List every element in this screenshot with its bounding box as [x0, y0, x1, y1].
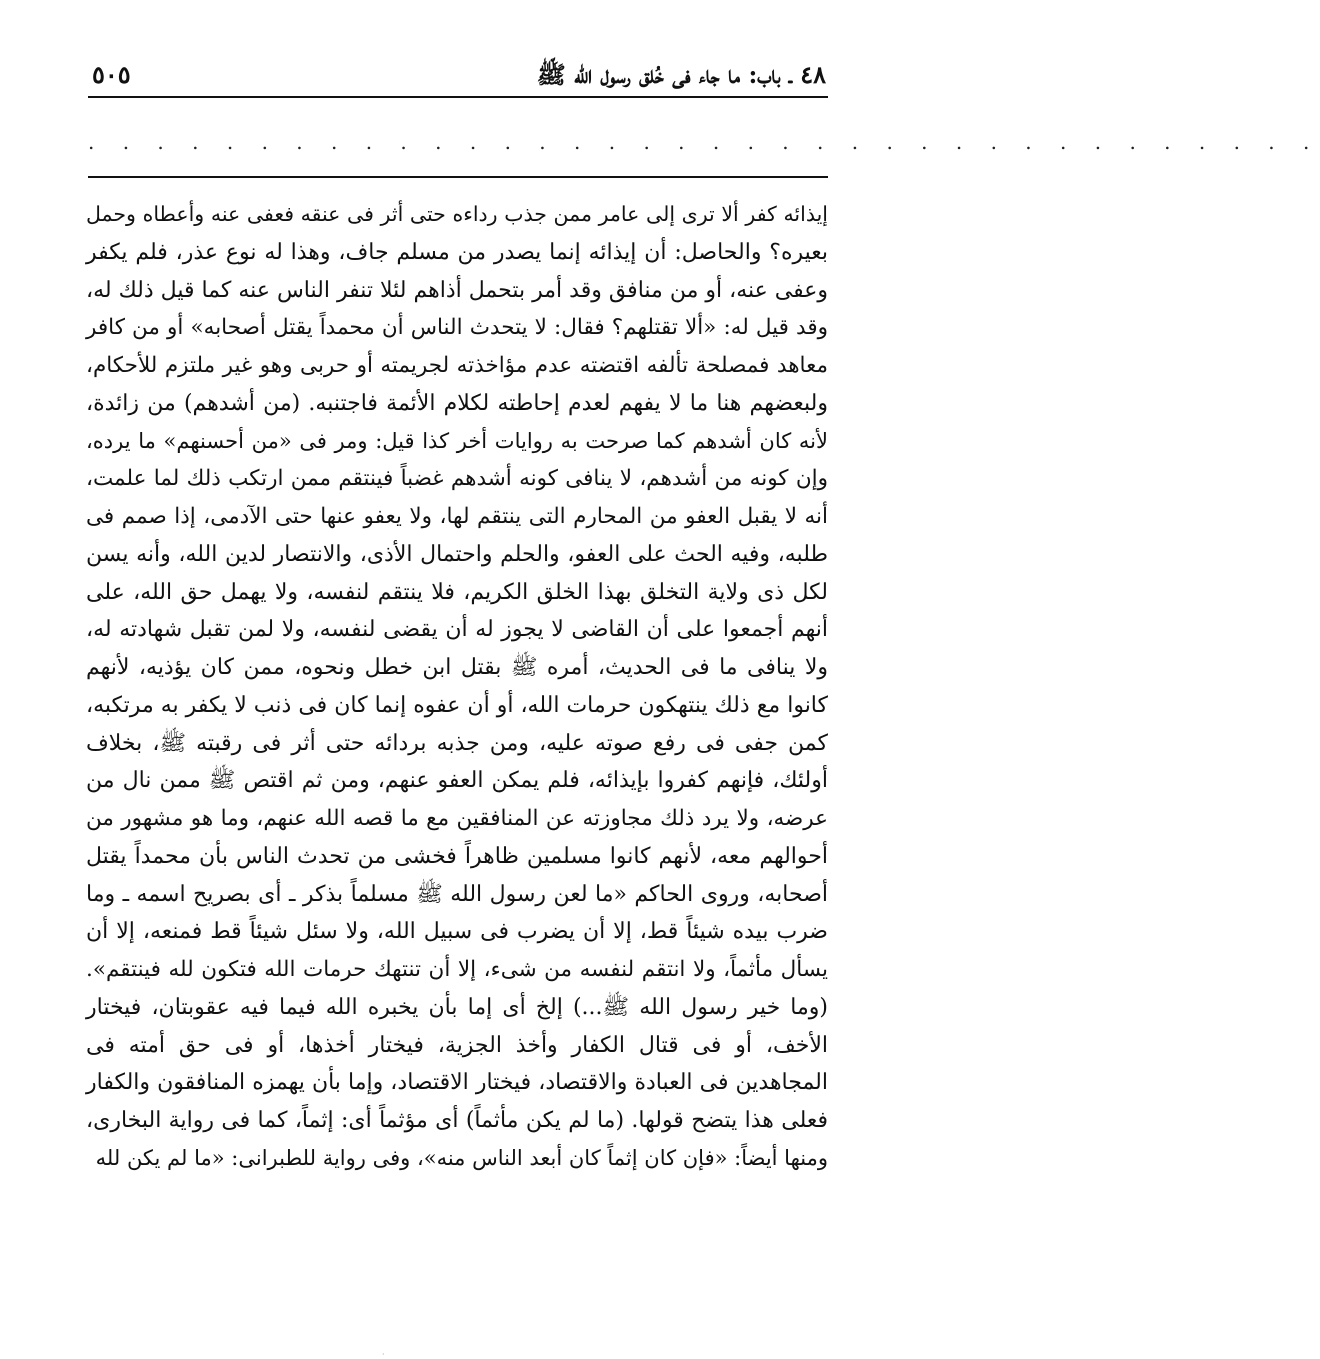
text-line: أصحابه، وروى الحاكم «ما لعن رسول الله ﷺ مسلماً بذكر ـ أى بصريح اسمه ـ وما — [86, 881, 828, 907]
text-line: أولئك، فإنهم كفروا بإيذائه، فلم يمكن العفو عنهم، ومن ثم اقتص ﷺ ممن نال من — [86, 768, 828, 794]
text-line: (وما خير رسول الله ﷺ...) إلخ أى إما بأن يخبره الله فيما فيه عقوبتان، فيختار — [86, 994, 828, 1020]
text-line: أنهم أجمعوا على أن القاضى لا يجوز له أن يقضى لنفسه، ولا لمن تقبل شهادته له، — [86, 617, 828, 643]
text-line: وعفى عنه، أو من منافق وقد أمر بتحمل أذاهم لئلا تنفر الناس عنه كما قيل ذلك له، — [86, 277, 828, 303]
text-line: معاهد فمصلحة تألفه اقتضته عدم مؤاخذته لجريمته أو حربى وهو غير ملتزم للأحكام، — [86, 353, 828, 378]
text-line: فعلى هذا يتضح قولها. (ما لم يكن مأثماً) أى مؤثماً أى: إثماً، كما فى رواية البخارى، — [86, 1108, 828, 1133]
text-line: طلبه، وفيه الحث على العفو، والحلم واحتمال الأذى، والانتصار لدين الله، وأنه يسن — [86, 541, 828, 567]
text-line: بعيره؟ والحاصل: أن إيذائه إنما يصدر من مسلم جاف، وهذا له نوع عذر، فلم يكفر — [86, 239, 828, 265]
page-number: ٥٠٥ — [92, 60, 131, 89]
text-line: كمن جفى فى رفع صوته عليه، ومن جذبه بردائه حتى أثر فى رقبته ﷺ، بخلاف — [86, 730, 828, 756]
text-line: عرضه، ولا يرد ذلك مجاوزته عن المنافقين مع ما قصه الله عنهم، وما هو مشهور من — [86, 806, 828, 831]
text-line: وقد قيل له: «ألا تقتلهم؟ فقال: لا يتحدث الناس أن محمداً يقتل أصحابه» أو من كافر — [86, 315, 828, 341]
text-line: ولا ينافى ما فى الحديث، أمره ﷺ بقتل ابن خطل ونحوه، ممن كان يؤذيه، لأنهم — [86, 655, 828, 680]
text-line: كانوا مع ذلك ينتهكون حرمات الله، أو أن عفوه إنما كان فى ذنب لا يكفر به مرتكبه، — [86, 692, 828, 718]
commentary-body — [86, 196, 828, 1178]
text-line: ضرب بيده شيئاً قط، إلا أن يضرب فى سبيل الله، ولا سئل شيئاً قط فمنعه، إلا أن — [86, 919, 828, 945]
text-line: إيذائه كفر ألا ترى إلى عامر ممن جذب رداءه حتى أثر فى عنقه فعفى عنه وأعطاه وحمل — [86, 202, 828, 226]
text-line: لأنه كان أشدهم كما صرحت به روايات أخر كذا قيل: ومر فى «من أحسنهم» ما يرده، — [86, 428, 828, 453]
section-rule — [88, 176, 828, 178]
text-line: أحوالهم معه، لأنهم كانوا مسلمين ظاهراً فخشى من تحدث الناس بأن محمداً يقتل — [86, 843, 828, 869]
text-line: لكل ذى ولاية التخلق بهذا الخلق الكريم، فلا ينتقم لنفسه، ولا يهمل حق الله، على — [86, 579, 828, 605]
text-line: يسأل مأثماً، ولا انتقم لنفسه من شىء، إلا أن تنتهك حرمات الله فتكون لله فينتقم». — [86, 957, 828, 982]
page-header — [88, 50, 828, 90]
header-rule — [88, 96, 828, 98]
text-line: أنه لا يقبل العفو من المحارم التى ينتقم لها، ولا يعفو عنها حتى الآدمى، إذا صمم فى — [86, 504, 828, 529]
text-line: وإن كونه من أشدهم، لا ينافى كونه أشدهم غضباً فينتقم ممن ارتكب ذلك لما علمت، — [86, 466, 828, 492]
text-line: ومنها أيضاً: «فإن كان إثماً كان أبعد الناس منه»، وفى رواية للطبرانى: «ما لم يكن لله — [95, 1145, 828, 1170]
text-line: المجاهدين فى العبادة والاقتصاد، فيختار الاقتصاد، وإما بأن يهمزه المنافقون والكفار — [86, 1070, 828, 1096]
chapter-title: ٤٨ ـ باب: ما جاء فى خُلق رسول الله ﷺ — [536, 60, 826, 89]
text-line: الأخف، أو فى قتال الكفار وأخذ الجزية، فيختار أخذها، أو فى حق أمته فى — [86, 1032, 828, 1058]
scan-mark: · — [382, 1350, 385, 1359]
ellipsis-separator: . . . . . . . . . . . . . . . . . . . . . . . . . . . . . . . . . . . . — [88, 130, 1320, 154]
text-line: ولبعضهم هنا ما لا يفهم لعدم إحاطته لكلام الأئمة فاجتنبه. (من أشدهم) من زائدة، — [86, 390, 828, 416]
